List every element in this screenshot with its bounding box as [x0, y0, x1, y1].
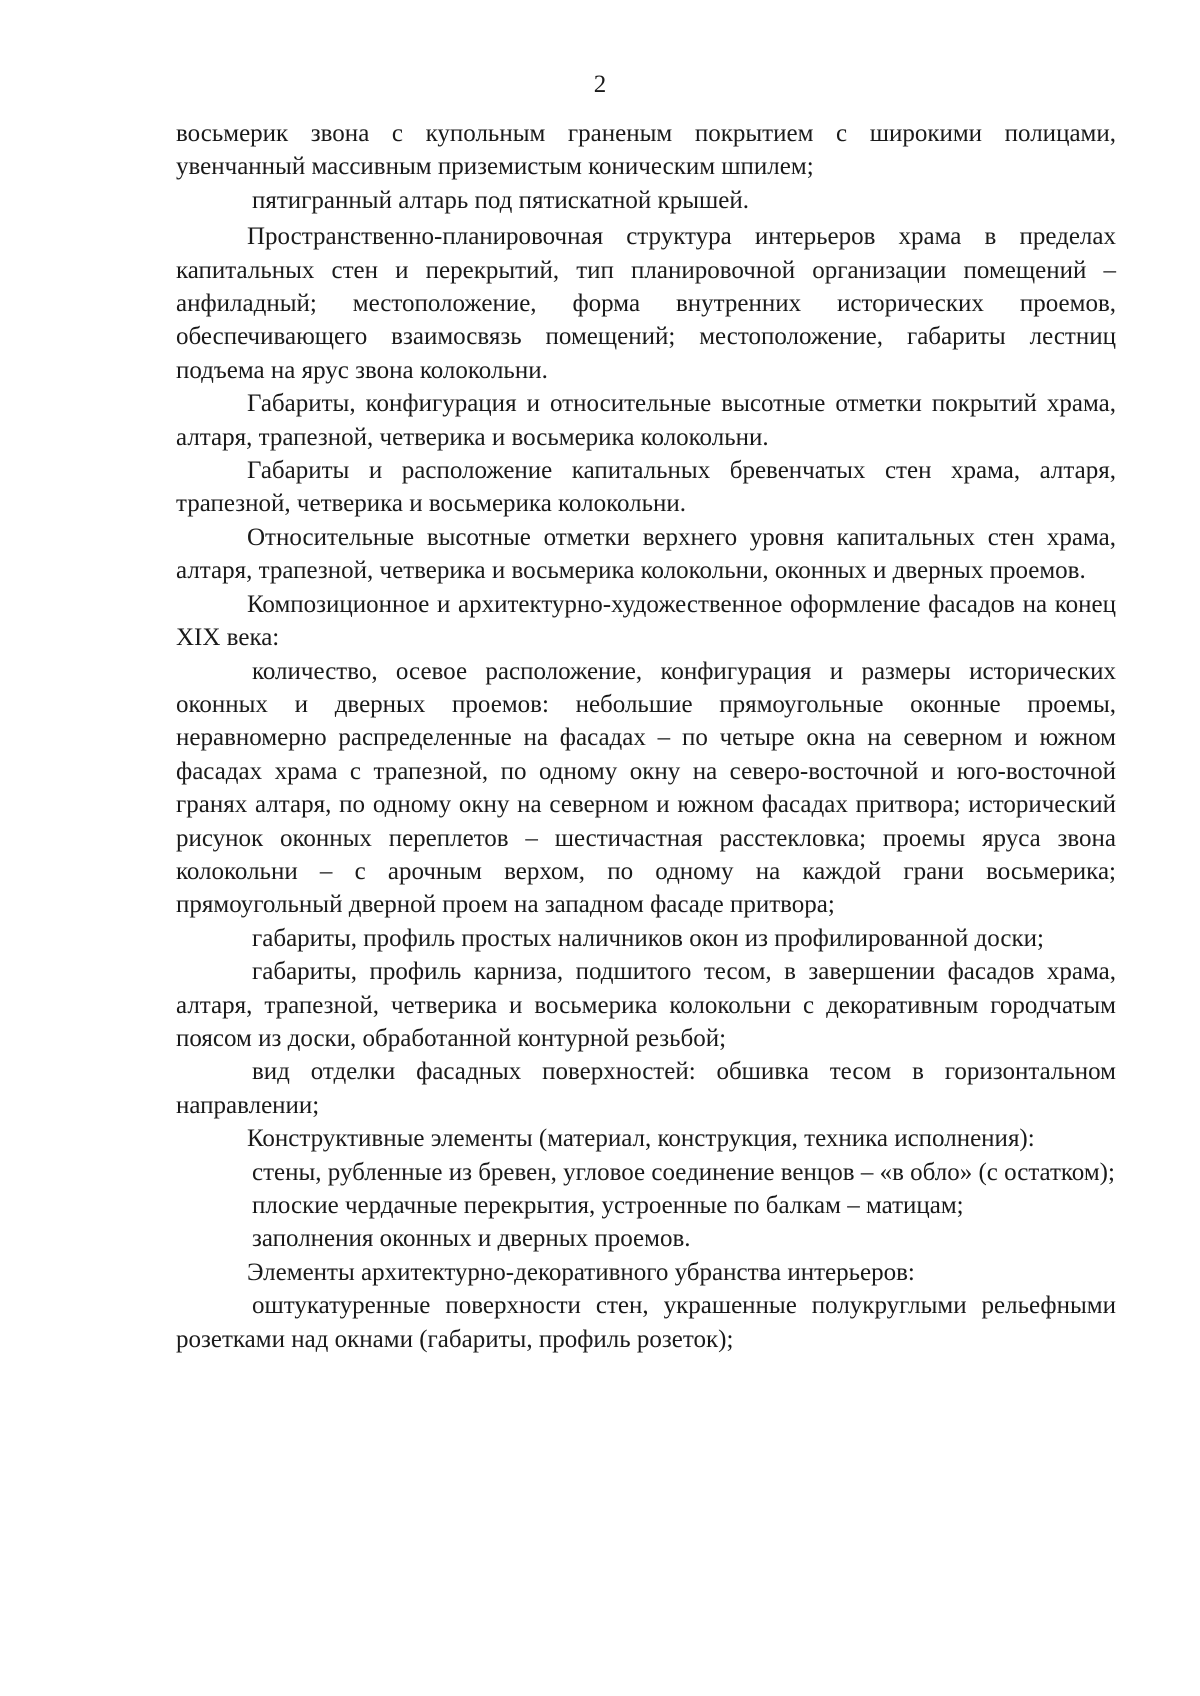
paragraph-interior-decor: Элементы архитектурно-декоративного убранства интерьеров: — [247, 1258, 915, 1286]
paragraph-ceilings: плоские чердачные перекрытия, устроенные по балкам – матицам; — [252, 1192, 964, 1219]
paragraph-structural-elements: Конструктивные элементы (материал, конструкция, техника исполнения): — [247, 1125, 1035, 1153]
paragraph-facade-finish: вид отделки фасадных поверхностей: обшивка тесом в горизонтальном направлении; — [176, 1058, 1116, 1119]
paragraph-log-walls: Габариты и расположение капитальных бревенчатых стен храма, алтаря, трапезной, четверика и восьмерика колокольни. — [176, 457, 1116, 518]
paragraph-height-marks: Относительные высотные отметки верхнего уровня капитальных стен храма, алтаря, трапезной, четверика и восьмерика колокольни, оконных и дверных проемов. — [176, 523, 1116, 585]
paragraph-roof-dimensions: Габариты, конфигурация и относительные высотные отметки покрытий храма, алтаря, трапезной, четверика и восьмерика колокольни. — [176, 390, 1116, 451]
paragraph-fillings: заполнения оконных и дверных проемов. — [252, 1225, 691, 1253]
paragraph-cornice: габариты, профиль карниза, подшитого тесом, в завершении фасадов храма, алтаря, трапезной, четверика и восьмерика колокольни с декоративным городчатым поясом из доски, обработанной контурной резьбой; — [176, 958, 1116, 1052]
paragraph-spatial-structure: Пространственно-планировочная структура интерьеров храма в пределах капитальных стен и перекрытий, тип планировочной организации помещений – анфиладный; местоположение, форма внутренних исторических проемов, обеспечивающего взаимосвязь помещений; местоположение, габариты лестниц подъема на ярус звона колокольни. — [176, 223, 1116, 384]
paragraph-openings: количество, осевое расположение, конфигурация и размеры исторических оконных и дверных проемов: небольшие прямоугольные оконные проемы, неравномерно распределенные на фасадах – по четыре окна на северном и южном фасадах храма с трапезной, по одному окну на северо-восточной и юго-восточной гранях алтаря, по одному окну на северном и южном фасадах притвора; исторический рисунок оконных переплетов – шестичастная расстекловка; проемы яруса звона колокольни – с арочным верхом, по одному на каждой грани восьмерика; прямоугольный дверной проем на западном фасаде притвора; — [176, 657, 1116, 919]
paragraph-walls: стены, рубленные из бревен, угловое соединение венцов – «в обло» (с остатком); — [252, 1158, 1115, 1186]
paragraph-belfry-octagon: восьмерик звона с купольным граненым покрытием с широкими полицами, увенчанный массивным приземистым коническим шпилем; — [176, 120, 1116, 181]
paragraph-window-trims: габариты, профиль простых наличников окон из профилированной доски; — [252, 924, 1044, 952]
paragraph-facade-design: Композиционное и архитектурно-художественное оформление фасадов на конец XIX века: — [176, 590, 1116, 652]
paragraph-plastered-walls: оштукатуренные поверхности стен, украшенные полукруглыми рельефными розетками над окнами (габариты, профиль розеток); — [176, 1292, 1116, 1353]
document-body — [176, 117, 1116, 1356]
paragraph-altar: пятигранный алтарь под пятискатной крышей. — [252, 186, 749, 214]
page-number: 2 — [593, 71, 607, 98]
